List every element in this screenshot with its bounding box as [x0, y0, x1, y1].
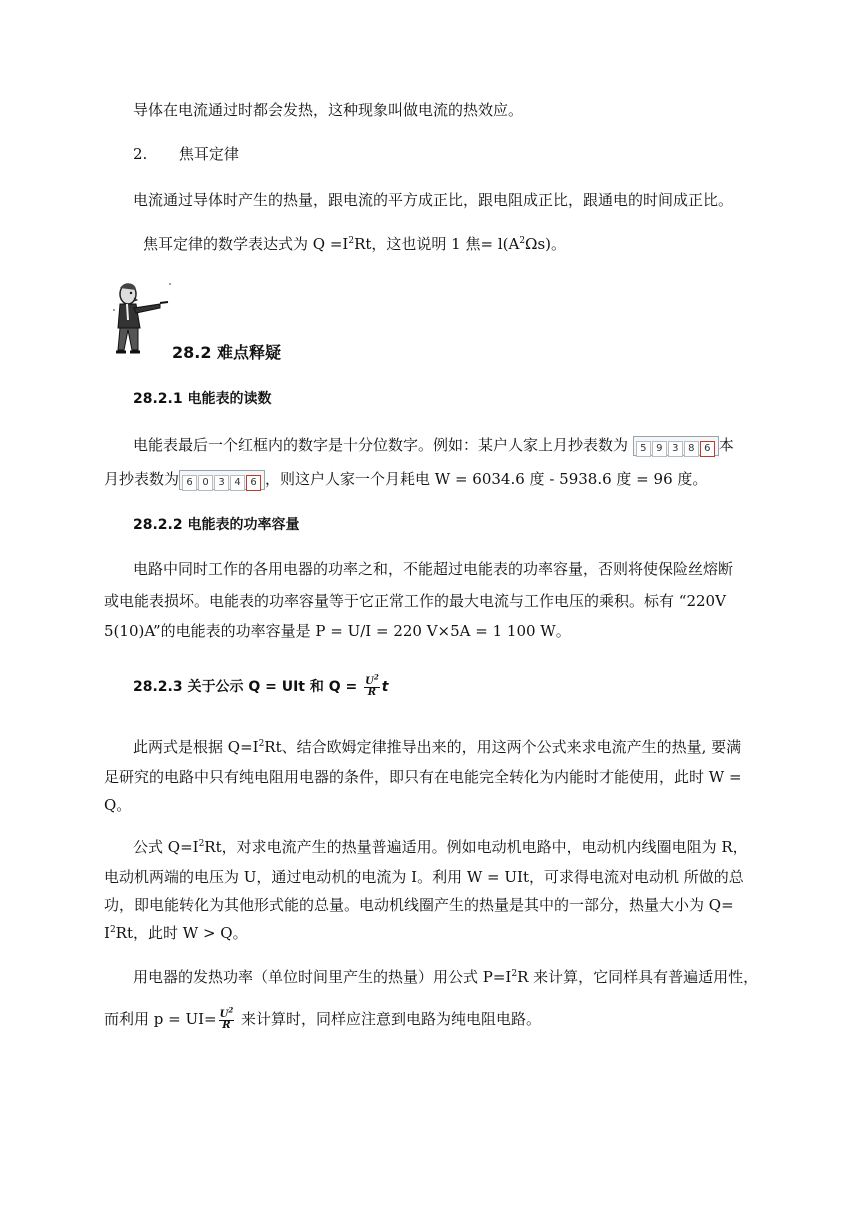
heading-28-2-3 [133, 672, 389, 698]
text-motor-2: 电动机两端的电压为 U，通过电动机的电流为 I。利用 W = UIt，可求得电流对电动机 所做的总 [104, 868, 744, 886]
paragraph-joule-formula [143, 233, 566, 255]
paragraph-meter-line2 [104, 468, 707, 490]
frac-num: U [365, 675, 374, 687]
paragraph-power-l2 [104, 1005, 542, 1031]
meter-digit: 0 [198, 475, 213, 491]
meter-digit: 6 [246, 475, 261, 491]
text-power-2b: 来计算时，同样应注意到电路为纯电阻电路。 [241, 1010, 542, 1028]
sup-power: 2 [511, 969, 518, 979]
paragraph-capacity-l2 [104, 590, 726, 612]
heading-28-2-1-text: 28.2.1 电能表的读数 [133, 391, 272, 407]
fraction-u2-over-r [364, 672, 380, 698]
paragraph-derivation-l2 [104, 766, 742, 788]
list-title: 焦耳定律 [178, 145, 239, 163]
meter-digit: 5 [636, 441, 651, 457]
text-der-3: Q。 [104, 796, 132, 814]
paragraph-capacity-l1 [133, 558, 733, 580]
heading-28-2-3-text: 28.2.3 关于公示 Q = UIt 和 Q = [133, 679, 358, 695]
text-motor-1b: Rt，对求电流产生的热量普遍适用。例如电动机电路中，电动机内线圈电阻为 R， [204, 838, 748, 856]
paragraph-meter-line1 [133, 434, 734, 456]
list-number: 2. [133, 145, 148, 163]
text-joule-law: 电流通过导体时产生的热量，跟电流的平方成正比，跟电阻成正比，跟通电的时间成正比。 [133, 191, 734, 209]
text-power-2a: 而利用 p = UI= [104, 1010, 217, 1028]
heading-28-2-2-text: 28.2.2 电能表的功率容量 [133, 517, 300, 533]
text-heat-effect: 导体在电流通过时都会发热，这种现象叫做电流的热效应。 [133, 101, 524, 119]
meter-digit: 6 [700, 441, 715, 457]
paragraph-motor-l4 [104, 922, 248, 944]
pointing-man-illustration [110, 280, 172, 356]
paragraph-motor-l2 [104, 866, 744, 888]
meter-digit: 9 [652, 441, 667, 457]
paragraph-heat-effect [133, 99, 523, 121]
text-capacity-2: 或电能表损坏。电能表的功率容量等于它正常工作的最大电流与工作电压的乘积。标有 “220V [104, 592, 726, 610]
frac2-num: U [219, 1008, 229, 1020]
meter-reading-last-month [633, 436, 719, 456]
text-motor-1a: 公式 Q=I [133, 838, 199, 856]
text-power-1b: R 来计算，它同样具有普遍适用性， [517, 968, 759, 986]
paragraph-derivation-l3 [104, 794, 131, 816]
paragraph-capacity-l3 [104, 620, 571, 642]
frac2-den: R [222, 1019, 231, 1031]
sup-der: 2 [258, 739, 265, 749]
meter-digit: 8 [684, 441, 699, 457]
text-formula-b: Rt，这也说明 1 焦= l(A [354, 235, 520, 253]
paragraph-joule-law [133, 189, 733, 211]
paragraph-power-l1 [133, 966, 758, 988]
frac-sup: 2 [373, 672, 379, 682]
text-motor-4a: I [104, 924, 110, 942]
text-power-1a: 用电器的发热功率（单位时间里产生的热量）用公式 P=I [133, 968, 512, 986]
heading-28-2 [172, 342, 281, 364]
text-meter-c: 月抄表数为 [104, 470, 180, 488]
text-der-2: 足研究的电路中只有纯电阻用电器的条件，即只有在电能完全转化为内能时才能使用，此时 W = [104, 768, 742, 786]
meter-reading-this-month [179, 470, 265, 490]
meter-digit: 4 [230, 475, 245, 491]
paragraph-motor-l1 [133, 836, 748, 858]
frac-den: R [367, 686, 377, 698]
meter-digit: 6 [182, 475, 197, 491]
text-der-1a: 此两式是根据 Q=I [133, 738, 259, 756]
paragraph-derivation-l1 [133, 736, 741, 758]
text-formula-a: 焦耳定律的数学表达式为 Q =I [143, 235, 349, 253]
frac2-sup: 2 [228, 1005, 234, 1015]
paragraph-motor-l3 [104, 894, 734, 916]
text-meter-b: 本 [718, 436, 734, 454]
text-motor-3: 功，即电能转化为其他形式能的总量。电动机线圈产生的热量是其中的一部分，热量大小为 Q= [104, 896, 734, 914]
text-capacity-3: 5(10)A”的电能表的功率容量是 P = U/I = 220 V×5A = 1 100 W。 [104, 622, 571, 640]
sup-2b: 2 [519, 236, 526, 246]
heading-28-2-text: 28.2 难点释疑 [172, 343, 282, 362]
heading-28-2-2 [133, 514, 299, 536]
meter-digit: 3 [668, 441, 683, 457]
text-formula-c: Ωs)。 [525, 235, 567, 253]
text-capacity-1: 电路中同时工作的各用电器的功率之和，不能超过电能表的功率容量，否则将使保险丝熔断 [133, 560, 734, 578]
text-meter-d: ，则这户人家一个月耗电 W = 6034.6 度 - 5938.6 度 = 96 度。 [265, 470, 708, 488]
variable-t: t [381, 679, 389, 695]
meter-digit: 3 [214, 475, 229, 491]
text-meter-a: 电能表最后一个红框内的数字是十分位数字。例如：某户人家上月抄表数为 [133, 436, 629, 454]
sup-2: 2 [348, 236, 355, 246]
sup-motor: 2 [198, 839, 205, 849]
fraction-u2-over-r-inline [219, 1005, 235, 1031]
list-item-joule [133, 143, 239, 165]
text-motor-4b: Rt，此时 W > Q。 [115, 924, 248, 942]
text-der-1b: Rt、结合欧姆定律推导出来的，用这两个公式来求电流产生的热量, 要满 [264, 738, 742, 756]
sup-motor-4: 2 [109, 925, 116, 935]
heading-28-2-1 [133, 388, 271, 410]
